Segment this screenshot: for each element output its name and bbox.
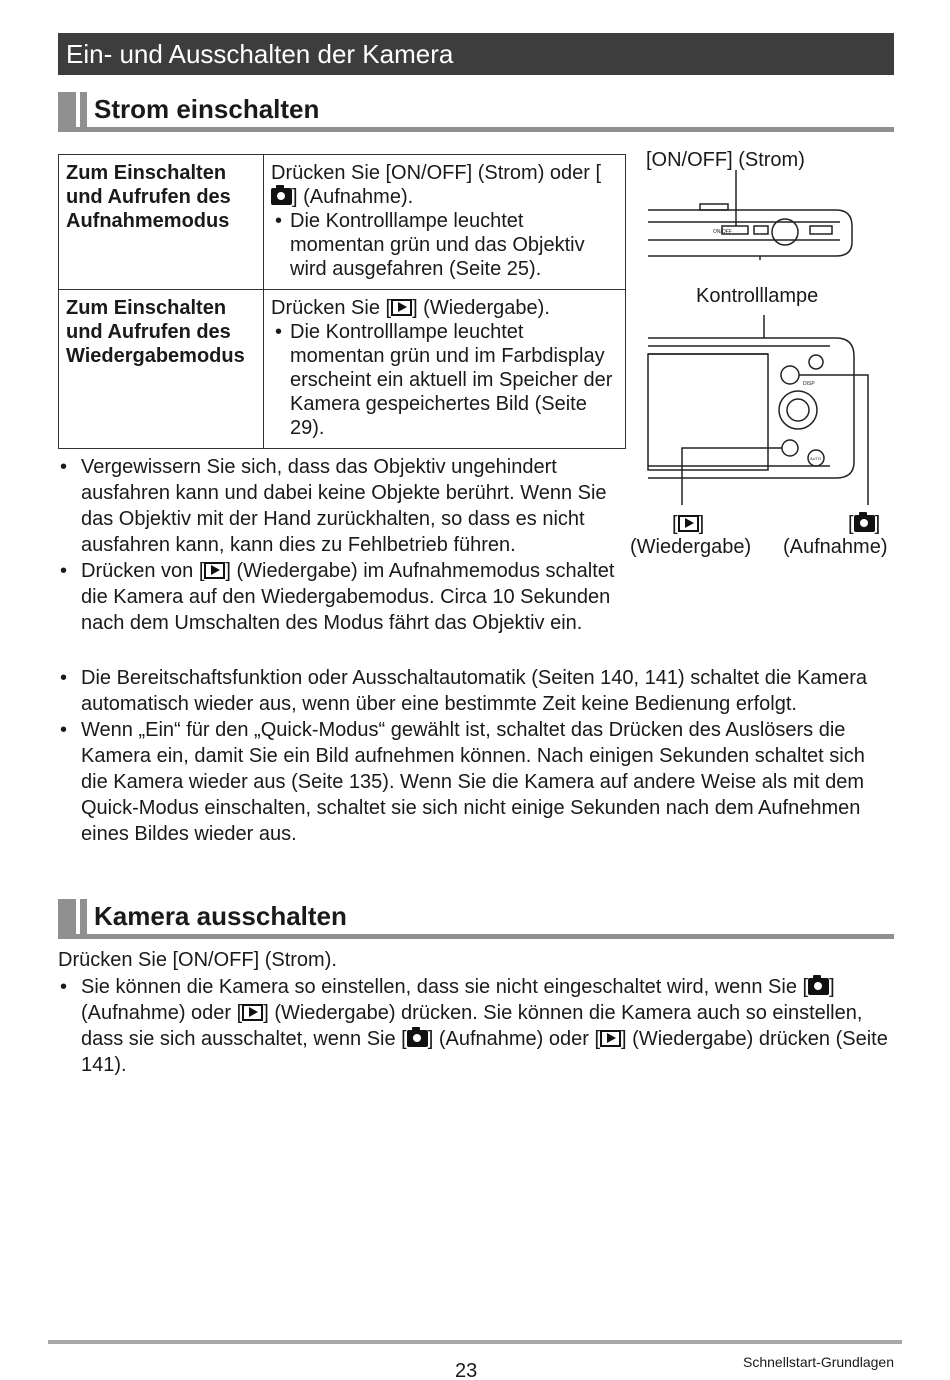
text-segment: Drücken Sie [ON/OFF] (Strom) oder [: [271, 162, 602, 184]
text-segment: ] (Wiedergabe) drücken (Seite 141).: [81, 1028, 888, 1076]
camera-icon: [854, 515, 875, 532]
camera-top-view: [648, 170, 852, 260]
notes-list: [58, 665, 894, 847]
play-icon: [391, 299, 412, 316]
playback-caption: (Wiedergabe): [630, 536, 752, 558]
bracket: [: [848, 513, 854, 535]
text-segment: ] (Aufnahme) oder [: [427, 1028, 601, 1050]
list-item: • Vergewissern Sie sich, dass das Objektiv ungehindert ausfahren kann und dabei keine Objekte berührt. Wenn Sie das Objektiv mit der Hand zurückhalten, so dass es nicht ausfahren kann, kann dies zu Fehlbetrieb führen.: [58, 454, 618, 558]
disp-print: DISP: [803, 381, 815, 387]
list-item: • Wenn „Ein“ für den „Quick-Modus“ gewählt ist, schaltet das Drücken des Auslösers die Kamera ein, damit Sie ein Bild aufnehmen können. Nach einigen Sekunden schaltet sich die Kamera wieder aus (Seite 135). Wenn Sie die Kamera auf andere Weise als mit dem Quick-Modus einschalten, schaltet sie sich nicht einige Sekunden nach dem Aufnehmen eines Bildes wieder aus.: [58, 717, 894, 847]
bracket: [: [672, 513, 678, 535]
camera-icon: [808, 978, 829, 995]
page-title: Ein- und Ausschalten der Kamera: [58, 33, 894, 75]
heading-marker: [58, 899, 76, 934]
section-heading-power-off: [58, 897, 894, 939]
table-bullet: • Die Kontrolllampe leuchtet momentan grün und im Farbdisplay erscheint ein aktuell im Speicher der Kamera gespeichertes Bild (Seite 29).: [271, 320, 618, 440]
camera-back-view: [648, 338, 854, 478]
text-segment: Sie können die Kamera so einstellen, dass sie nicht eingeschaltet wird, wenn Sie [: [81, 976, 809, 998]
text-segment: ] (Aufnahme) oder [: [81, 976, 835, 1024]
lamp-label: Kontrolllampe: [696, 285, 819, 307]
record-caption: (Aufnahme): [783, 536, 888, 558]
bracket: ]: [698, 513, 705, 535]
text-segment: ] (Aufnahme).: [292, 186, 414, 208]
heading-marker: [80, 899, 87, 934]
notes-list-narrow: [58, 454, 618, 636]
instruction-text: [271, 161, 618, 209]
auto-print: AUTO: [810, 456, 822, 461]
heading-marker: [58, 92, 76, 127]
section-heading-power-on: [58, 90, 894, 132]
play-icon: [600, 1030, 621, 1047]
heading-marker: [80, 92, 87, 127]
page-number: 23: [455, 1360, 478, 1380]
camera-icon: [271, 188, 292, 205]
text-segment: ] (Wiedergabe).: [412, 297, 550, 319]
camera-illustration: [640, 170, 900, 520]
table-bullet: • Die Kontrolllampe leuchtet momentan grün und das Objektiv wird ausgefahren (Seite 25).: [271, 209, 618, 281]
table-label: Zum Einschalten und Aufrufen des Wiedergabemodus: [59, 290, 264, 449]
record-button-label: [848, 512, 880, 536]
list-item: [58, 558, 618, 636]
section-heading-text: Kamera ausschalten: [94, 901, 347, 931]
table-row: [59, 155, 626, 290]
table-row: [59, 290, 626, 449]
play-icon: [678, 515, 699, 532]
power-on-table: [58, 154, 626, 449]
instruction-text: [271, 296, 618, 320]
table-description: [264, 290, 626, 449]
bracket: ]: [874, 513, 881, 535]
text-segment: Drücken von [: [81, 560, 205, 582]
table-label: Zum Einschalten und Aufrufen des Aufnahmemodus: [59, 155, 264, 290]
text-segment: ] (Wiedergabe) drücken. Sie können die Kamera auch so einstellen, dass sie sich ausschaltet, wenn Sie [: [81, 1002, 863, 1050]
table-description: [264, 155, 626, 290]
onoff-label: [ON/OFF] (Strom): [646, 149, 805, 171]
power-off-instruction: Drücken Sie [ON/OFF] (Strom).: [58, 949, 337, 971]
text-segment: ] (Wiedergabe) im Aufnahmemodus schaltet die Kamera auf den Wiedergabemodus. Circa 10 Sekunden nach dem Umschalten des Modus fährt das Objektiv ein.: [81, 560, 615, 634]
play-icon: [242, 1004, 263, 1021]
footer-section-name: Schnellstart-Grundlagen: [743, 1354, 894, 1370]
footer-rule: [48, 1340, 902, 1344]
list-item: • Die Bereitschaftsfunktion oder Ausschaltautomatik (Seiten 140, 141) schaltet die Kamera automatisch wieder aus, wenn über eine bestimmte Zeit keine Bedienung erfolgt.: [58, 665, 894, 717]
camera-icon: [407, 1030, 428, 1047]
power-off-notes: [58, 974, 894, 1078]
section-heading-text: Strom einschalten: [94, 94, 320, 124]
text-segment: Drücken Sie [: [271, 297, 392, 319]
playback-callout: [682, 448, 782, 505]
list-item: [58, 974, 894, 1078]
play-icon: [204, 562, 225, 579]
onoff-print: ON/OFF: [713, 229, 732, 235]
playback-button-label: [672, 512, 704, 536]
